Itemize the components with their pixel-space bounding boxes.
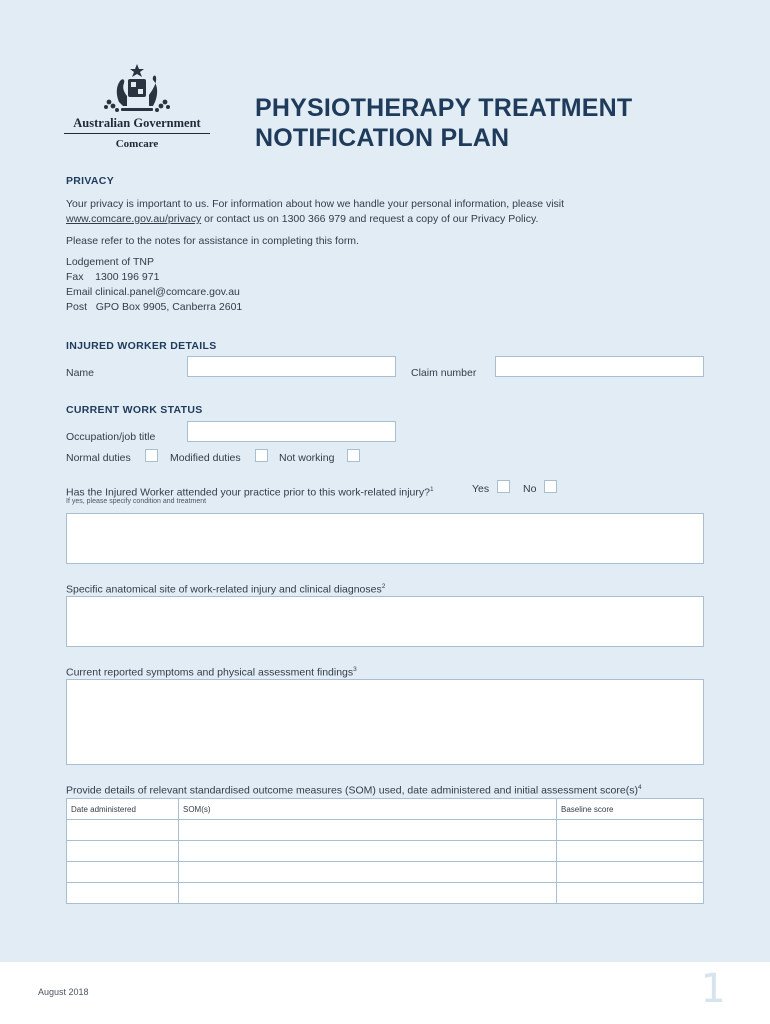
symptoms-input[interactable] — [66, 679, 704, 765]
government-logo — [64, 62, 210, 150]
table-row — [67, 862, 704, 883]
som-text: Provide details of relevant standardised outcome measures (SOM) used, date administered and initial assessment score(s) — [66, 784, 638, 797]
score-cell[interactable] — [557, 862, 704, 883]
footnote-ref-3: 3 — [353, 666, 357, 673]
som-cell[interactable] — [179, 862, 557, 883]
privacy-line-1: Your privacy is important to us. For information about how we handle your personal information, please visit — [66, 198, 565, 210]
symptoms-label — [66, 662, 357, 681]
symptoms-text: Current reported symptoms and physical assessment findings — [66, 666, 354, 679]
date-cell[interactable] — [67, 841, 179, 862]
column-date-administered: Date administered — [67, 799, 179, 820]
title-line-1: PHYSIOTHERAPY TREATMENT — [255, 94, 633, 122]
anatomical-site-label — [66, 579, 385, 598]
normal-duties-checkbox[interactable] — [145, 449, 158, 462]
normal-duties-label: Normal duties — [66, 452, 131, 464]
name-label: Name — [66, 367, 95, 379]
notes-text: Please refer to the notes for assistance in completing this form. — [66, 235, 359, 247]
date-cell[interactable] — [67, 862, 179, 883]
score-cell[interactable] — [557, 841, 704, 862]
som-label — [66, 780, 726, 799]
footer-date: August 2018 — [38, 987, 89, 997]
privacy-link[interactable]: www.comcare.gov.au/privacy — [66, 213, 202, 225]
page-footer — [0, 962, 770, 1024]
not-working-label: Not working — [279, 452, 335, 464]
lodgement-heading: Lodgement of TNP — [66, 256, 154, 268]
lodgement-info — [66, 255, 242, 315]
column-baseline-score: Baseline score — [557, 799, 704, 820]
prior-injury-details-input[interactable] — [66, 513, 704, 564]
column-soms: SOM(s) — [179, 799, 557, 820]
page-number: 1 — [700, 966, 726, 1012]
agency-name: Comcare — [115, 138, 159, 150]
anatomical-site-text: Specific anatomical site of work-related injury and clinical diagnoses — [66, 583, 382, 596]
occupation-input[interactable] — [187, 421, 396, 442]
som-cell[interactable] — [179, 883, 557, 904]
privacy-line-2: or contact us on 1300 366 979 and request a copy of our Privacy Policy. — [201, 213, 539, 225]
date-cell[interactable] — [67, 883, 179, 904]
som-cell[interactable] — [179, 820, 557, 841]
table-row — [67, 841, 704, 862]
som-table — [66, 798, 704, 904]
email-line: Email clinical.panel@comcare.gov.au — [66, 286, 240, 298]
score-cell[interactable] — [557, 883, 704, 904]
yes-label: Yes — [472, 483, 490, 495]
title-line-2: NOTIFICATION PLAN — [255, 124, 510, 152]
modified-duties-label: Modified duties — [170, 452, 241, 464]
table-row — [67, 883, 704, 904]
table-row — [67, 820, 704, 841]
privacy-heading: PRIVACY — [66, 175, 114, 187]
injured-worker-heading: INJURED WORKER DETAILS — [66, 340, 217, 352]
footnote-ref-1: 1 — [429, 486, 434, 493]
not-working-checkbox[interactable] — [347, 449, 360, 462]
privacy-text — [66, 197, 706, 227]
prior-injury-question-text: Has the Injured Worker attended your practice prior to this work-related injury? — [66, 486, 430, 499]
footnote-ref-2: 2 — [381, 583, 386, 590]
occupation-label: Occupation/job title — [66, 431, 156, 443]
work-status-heading: CURRENT WORK STATUS — [66, 404, 203, 416]
footnote-ref-4: 4 — [637, 784, 642, 791]
claim-number-input[interactable] — [495, 356, 704, 377]
score-cell[interactable] — [557, 820, 704, 841]
coat-of-arms-icon — [97, 62, 177, 114]
som-cell[interactable] — [179, 841, 557, 862]
yes-checkbox[interactable] — [497, 480, 510, 493]
form-title — [255, 93, 632, 153]
date-cell[interactable] — [67, 820, 179, 841]
post-line: Post GPO Box 9905, Canberra 2601 — [66, 301, 243, 313]
claim-number-label: Claim number — [411, 367, 477, 379]
name-input[interactable] — [187, 356, 396, 377]
no-checkbox[interactable] — [544, 480, 557, 493]
anatomical-site-input[interactable] — [66, 596, 704, 647]
som-table-header — [67, 799, 704, 820]
government-name: Australian Government — [64, 116, 210, 134]
no-label: No — [523, 483, 537, 495]
fax-line: Fax 1300 196 971 — [66, 271, 160, 283]
modified-duties-checkbox[interactable] — [255, 449, 268, 462]
prior-injury-hint: If yes, please specify condition and treatment — [66, 498, 207, 505]
